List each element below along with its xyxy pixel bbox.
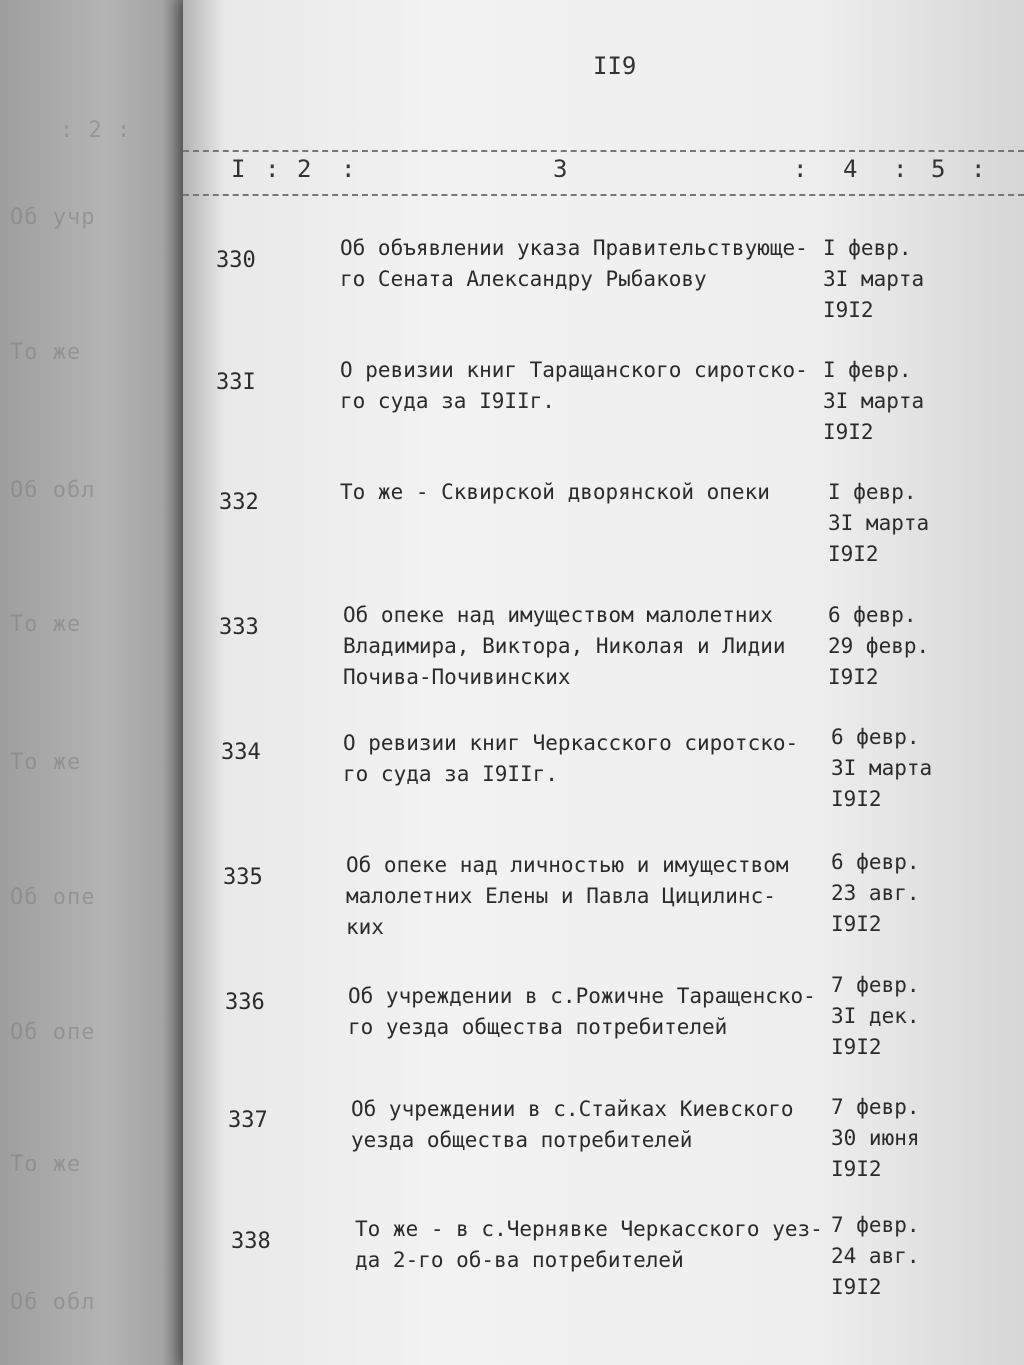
date-year: I9I2 <box>831 1157 882 1181</box>
date-year: I9I2 <box>831 1275 882 1299</box>
column-header-1: I <box>231 155 246 183</box>
entry-dates <box>831 1210 951 1303</box>
date-end: 3I марта <box>823 267 925 291</box>
entry-number: 333 <box>219 615 259 640</box>
title-line: да 2-го об-ва потребителей <box>355 1248 684 1272</box>
date-year: I9I2 <box>828 665 879 689</box>
title-line: То же - Сквирской дворянской опеки <box>340 480 770 504</box>
date-year: I9I2 <box>823 420 874 444</box>
title-line: го Сената Александру Рыбакову <box>340 267 707 291</box>
facing-page-bleed-text: : 2 : <box>60 118 132 143</box>
column-separator: : <box>265 155 280 183</box>
date-start: 7 февр. <box>831 1095 920 1119</box>
header-bottom-rule <box>183 194 1024 196</box>
title-line: Владимира, Виктора, Николая и Лидии <box>343 634 786 658</box>
title-line: Об опеке над имуществом малолетних <box>343 603 773 627</box>
facing-page-bleed-text: То же <box>10 340 82 365</box>
date-year: I9I2 <box>831 912 882 936</box>
facing-page-bleed-text: То же <box>10 750 82 775</box>
date-start: 7 февр. <box>831 1213 920 1237</box>
entry-number: 330 <box>216 248 256 273</box>
document-page <box>183 0 1024 1365</box>
date-start: I февр. <box>823 236 912 260</box>
facing-page-bleed-text: Об обл <box>10 1290 96 1315</box>
column-header-4: 4 <box>843 155 858 183</box>
entry-dates <box>831 722 951 815</box>
date-start: 6 февр. <box>831 725 920 749</box>
column-separator: : <box>793 155 808 183</box>
date-year: I9I2 <box>831 787 882 811</box>
facing-page <box>0 0 190 1365</box>
date-start: I февр. <box>823 358 912 382</box>
entry-title <box>351 1094 821 1156</box>
entry-title <box>340 233 810 295</box>
entry-dates <box>823 355 943 448</box>
date-end: 3I марта <box>831 756 933 780</box>
date-end: 3I марта <box>823 389 925 413</box>
title-line: Об учреждении в с.Стайках Киевского <box>351 1097 794 1121</box>
facing-page-bleed-text: Об обл <box>10 478 96 503</box>
column-header-3: 3 <box>553 155 568 183</box>
title-line: го уезда общества потребителей <box>348 1015 728 1039</box>
entry-number: 335 <box>223 865 263 890</box>
date-start: 6 февр. <box>828 603 917 627</box>
date-year: I9I2 <box>828 542 879 566</box>
title-line: го суда за I9IIг. <box>343 762 558 786</box>
title-line: О ревизии книг Черкасского сиротско- <box>343 731 799 755</box>
entry-dates <box>831 1092 951 1185</box>
entry-dates <box>823 233 943 326</box>
entry-title <box>355 1214 825 1276</box>
column-separator: : <box>971 155 986 183</box>
entry-dates <box>831 847 951 940</box>
entry-title <box>346 850 816 943</box>
title-line: Почива-Почивинских <box>343 665 571 689</box>
header-top-rule <box>183 150 1024 152</box>
facing-page-bleed-text: Об опе <box>10 1020 96 1045</box>
facing-page-bleed-text: То же <box>10 612 82 637</box>
date-end: 3I марта <box>828 511 930 535</box>
title-line: Об опеке над личностью и имуществом <box>346 853 789 877</box>
column-header-2: 2 <box>297 155 312 183</box>
title-line: го суда за I9IIг. <box>340 389 555 413</box>
entry-title <box>340 477 810 508</box>
entry-number: 337 <box>228 1108 268 1133</box>
entry-dates <box>828 477 948 570</box>
date-start: 6 февр. <box>831 850 920 874</box>
column-header-5: 5 <box>931 155 946 183</box>
date-end: 23 авг. <box>831 881 920 905</box>
entry-title <box>340 355 810 417</box>
title-line: То же - в с.Чернявке Черкасского уез- <box>355 1217 823 1241</box>
date-end: 3I дек. <box>831 1004 920 1028</box>
entry-number: 336 <box>225 990 265 1015</box>
column-separator: : <box>893 155 908 183</box>
title-line: Об объявлении указа Правительствующе- <box>340 236 808 260</box>
date-end: 30 июня <box>831 1126 920 1150</box>
entry-number: 332 <box>219 490 259 515</box>
title-line: О ревизии книг Таращанского сиротско- <box>340 358 808 382</box>
entry-title <box>348 981 818 1043</box>
column-separator: : <box>341 155 356 183</box>
facing-page-bleed-text: То же <box>10 1152 82 1177</box>
entry-number: 338 <box>231 1229 271 1254</box>
title-line: малолетних Елены и Павла Цицилинс- <box>346 884 776 908</box>
date-year: I9I2 <box>831 1035 882 1059</box>
date-start: 7 февр. <box>831 973 920 997</box>
entry-dates <box>828 600 948 693</box>
title-line: уезда общества потребителей <box>351 1128 693 1152</box>
title-line: Об учреждении в с.Рожичне Таращенско- <box>348 984 816 1008</box>
entry-title <box>343 728 813 790</box>
entry-title <box>343 600 813 693</box>
title-line: ких <box>346 915 384 939</box>
date-start: I февр. <box>828 480 917 504</box>
date-year: I9I2 <box>823 298 874 322</box>
entry-dates <box>831 970 951 1063</box>
entry-number: 334 <box>221 740 261 765</box>
facing-page-bleed-text: Об опе <box>10 885 96 910</box>
date-end: 24 авг. <box>831 1244 920 1268</box>
date-end: 29 февр. <box>828 634 930 658</box>
facing-page-bleed-text: Об учр <box>10 205 96 230</box>
entry-number: 33I <box>216 370 256 395</box>
page-number: II9 <box>593 52 637 80</box>
